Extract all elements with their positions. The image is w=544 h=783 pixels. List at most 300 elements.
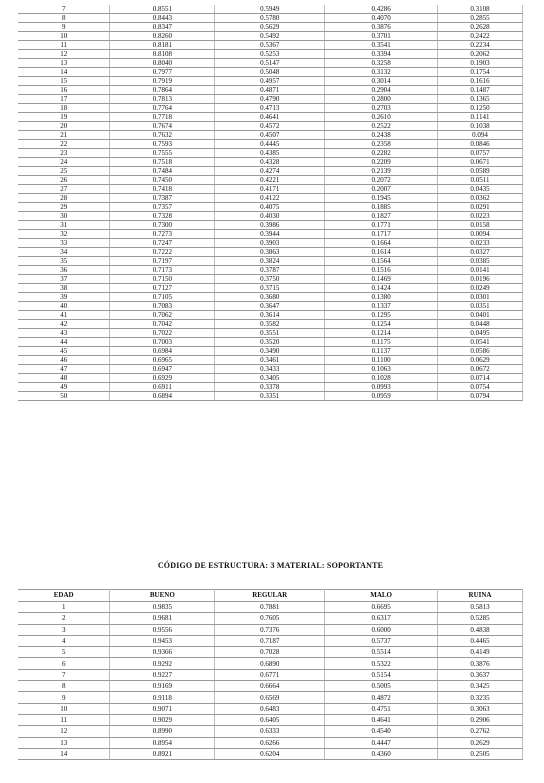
cell-malo: 0.2610 [325,113,438,122]
cell-ruina: 0.5285 [438,613,523,624]
cell-malo: 0.1664 [325,239,438,248]
cell-ruina: 0.2762 [438,726,523,737]
cell-ruina: 0.0351 [438,302,523,311]
header-edad: EDAD [18,590,110,602]
cell-ruina: 0.0196 [438,275,523,284]
cell-malo: 0.4070 [325,14,438,23]
cell-bueno: 0.8990 [110,726,215,737]
table-row [18,104,523,113]
table-row [18,5,523,14]
cell-bueno: 0.7450 [110,176,215,185]
cell-malo: 0.1424 [325,284,438,293]
table-row [18,158,523,167]
cell-malo: 0.1771 [325,221,438,230]
cell-edad: 7 [18,5,110,14]
table-row [18,392,523,401]
cell-ruina: 0.2906 [438,714,523,725]
cell-malo: 0.4360 [325,748,438,759]
cell-regular: 0.5253 [215,50,325,59]
cell-bueno: 0.8921 [110,748,215,759]
cell-malo: 0.0959 [325,392,438,401]
table-row [18,714,523,725]
cell-ruina: 0.3108 [438,5,523,14]
cell-malo: 0.3541 [325,41,438,50]
cell-bueno: 0.7273 [110,230,215,239]
table2-header-row [18,590,523,602]
table-row [18,692,523,703]
cell-edad: 36 [18,266,110,275]
cell-malo: 0.4286 [325,5,438,14]
cell-malo: 0.5005 [325,681,438,692]
cell-malo: 0.2139 [325,167,438,176]
cell-bueno: 0.9292 [110,658,215,669]
cell-ruina: 0.0714 [438,374,523,383]
table-row [18,140,523,149]
cell-bueno: 0.8954 [110,737,215,748]
cell-edad: 1 [18,602,110,613]
cell-regular: 0.3490 [215,347,325,356]
cell-regular: 0.6266 [215,737,325,748]
cell-regular: 0.3824 [215,257,325,266]
cell-edad: 46 [18,356,110,365]
cell-malo: 0.4540 [325,726,438,737]
cell-regular: 0.3551 [215,329,325,338]
cell-regular: 0.5949 [215,5,325,14]
cell-malo: 0.6317 [325,613,438,624]
header-malo: MALO [325,590,438,602]
cell-edad: 31 [18,221,110,230]
cell-edad: 11 [18,714,110,725]
cell-ruina: 0.3235 [438,692,523,703]
cell-regular: 0.3750 [215,275,325,284]
cell-regular: 0.6333 [215,726,325,737]
table-row [18,602,523,613]
cell-bueno: 0.8040 [110,59,215,68]
cell-edad: 47 [18,365,110,374]
cell-edad: 35 [18,257,110,266]
cell-regular: 0.7605 [215,613,325,624]
table-row [18,95,523,104]
table-row [18,338,523,347]
cell-bueno: 0.9366 [110,647,215,658]
cell-edad: 39 [18,293,110,302]
cell-regular: 0.7376 [215,624,325,635]
cell-regular: 0.4122 [215,194,325,203]
table-row [18,748,523,759]
table-row [18,284,523,293]
cell-malo: 0.1137 [325,347,438,356]
cell-edad: 13 [18,737,110,748]
cell-bueno: 0.9169 [110,681,215,692]
cell-regular: 0.3647 [215,302,325,311]
cell-malo: 0.1827 [325,212,438,221]
cell-regular: 0.4385 [215,149,325,158]
cell-malo: 0.5737 [325,635,438,646]
cell-regular: 0.5048 [215,68,325,77]
cell-regular: 0.4713 [215,104,325,113]
table1-body [18,5,523,401]
cell-edad: 22 [18,140,110,149]
cell-edad: 14 [18,68,110,77]
table-row [18,737,523,748]
cell-bueno: 0.7150 [110,275,215,284]
cell-ruina: 0.3425 [438,681,523,692]
cell-malo: 0.1063 [325,365,438,374]
cell-regular: 0.3944 [215,230,325,239]
cell-ruina: 0.0671 [438,158,523,167]
cell-malo: 0.2072 [325,176,438,185]
cell-bueno: 0.7387 [110,194,215,203]
cell-ruina: 0.2629 [438,737,523,748]
cell-malo: 0.2209 [325,158,438,167]
cell-regular: 0.3614 [215,311,325,320]
cell-malo: 0.2904 [325,86,438,95]
cell-malo: 0.1337 [325,302,438,311]
depreciation-table-continued [18,5,523,401]
cell-malo: 0.2438 [325,131,438,140]
cell-ruina: 0.1365 [438,95,523,104]
table-row [18,41,523,50]
cell-ruina: 0.1038 [438,122,523,131]
cell-malo: 0.0993 [325,383,438,392]
cell-ruina: 0.1616 [438,77,523,86]
cell-ruina: 0.0794 [438,392,523,401]
cell-edad: 23 [18,149,110,158]
table-row [18,320,523,329]
table-row [18,149,523,158]
cell-ruina: 0.0495 [438,329,523,338]
cell-regular: 0.4274 [215,167,325,176]
cell-ruina: 0.0586 [438,347,523,356]
cell-regular: 0.6405 [215,714,325,725]
cell-ruina: 0.1141 [438,113,523,122]
cell-malo: 0.1516 [325,266,438,275]
cell-malo: 0.4751 [325,703,438,714]
cell-regular: 0.3378 [215,383,325,392]
cell-ruina: 0.0401 [438,311,523,320]
cell-edad: 40 [18,302,110,311]
cell-malo: 0.4872 [325,692,438,703]
table-row [18,167,523,176]
cell-malo: 0.1885 [325,203,438,212]
cell-regular: 0.3520 [215,338,325,347]
cell-ruina: 0.0846 [438,140,523,149]
cell-edad: 11 [18,41,110,50]
cell-edad: 44 [18,338,110,347]
cell-edad: 48 [18,374,110,383]
cell-edad: 24 [18,158,110,167]
cell-bueno: 0.9118 [110,692,215,703]
cell-regular: 0.5492 [215,32,325,41]
cell-regular: 0.4790 [215,95,325,104]
cell-edad: 16 [18,86,110,95]
cell-malo: 0.1214 [325,329,438,338]
cell-bueno: 0.9835 [110,602,215,613]
cell-bueno: 0.7173 [110,266,215,275]
table-row [18,329,523,338]
cell-bueno: 0.7222 [110,248,215,257]
cell-malo: 0.1564 [325,257,438,266]
cell-malo: 0.2282 [325,149,438,158]
cell-regular: 0.6204 [215,748,325,759]
cell-malo: 0.3876 [325,23,438,32]
cell-regular: 0.3863 [215,248,325,257]
cell-regular: 0.3787 [215,266,325,275]
table-row [18,365,523,374]
cell-malo: 0.1295 [325,311,438,320]
cell-edad: 29 [18,203,110,212]
table-row [18,266,523,275]
cell-bueno: 0.7764 [110,104,215,113]
cell-ruina: 0.4838 [438,624,523,635]
cell-edad: 5 [18,647,110,658]
table-row [18,203,523,212]
cell-ruina: 0.4465 [438,635,523,646]
table-row [18,50,523,59]
table-row [18,23,523,32]
table-row [18,658,523,669]
cell-malo: 0.2703 [325,104,438,113]
table-row [18,302,523,311]
cell-edad: 43 [18,329,110,338]
cell-regular: 0.4507 [215,131,325,140]
cell-edad: 4 [18,635,110,646]
table-row [18,374,523,383]
table-row [18,221,523,230]
cell-edad: 38 [18,284,110,293]
table-row [18,311,523,320]
cell-malo: 0.3258 [325,59,438,68]
cell-edad: 28 [18,194,110,203]
cell-ruina: 0.0327 [438,248,523,257]
table-row [18,248,523,257]
cell-bueno: 0.8347 [110,23,215,32]
cell-ruina: 0.1487 [438,86,523,95]
cell-edad: 37 [18,275,110,284]
table-row [18,113,523,122]
table-row [18,726,523,737]
table-row [18,176,523,185]
cell-bueno: 0.7919 [110,77,215,86]
cell-edad: 19 [18,113,110,122]
cell-bueno: 0.8181 [110,41,215,50]
table-row [18,293,523,302]
cell-ruina: 0.094 [438,131,523,140]
cell-bueno: 0.6965 [110,356,215,365]
cell-regular: 0.6664 [215,681,325,692]
cell-ruina: 0.1250 [438,104,523,113]
cell-edad: 9 [18,692,110,703]
cell-edad: 12 [18,50,110,59]
cell-malo: 0.5322 [325,658,438,669]
cell-bueno: 0.9681 [110,613,215,624]
cell-regular: 0.4572 [215,122,325,131]
table-row [18,131,523,140]
table-row [18,681,523,692]
cell-ruina: 0.0301 [438,293,523,302]
cell-ruina: 0.0757 [438,149,523,158]
cell-bueno: 0.7328 [110,212,215,221]
cell-regular: 0.3351 [215,392,325,401]
cell-bueno: 0.6894 [110,392,215,401]
table-row [18,383,523,392]
cell-edad: 41 [18,311,110,320]
cell-malo: 0.4641 [325,714,438,725]
header-regular: REGULAR [215,590,325,602]
cell-bueno: 0.6911 [110,383,215,392]
table-row [18,347,523,356]
cell-ruina: 0.3637 [438,669,523,680]
cell-edad: 20 [18,122,110,131]
table-row [18,239,523,248]
cell-edad: 9 [18,23,110,32]
cell-malo: 0.3014 [325,77,438,86]
cell-regular: 0.4221 [215,176,325,185]
cell-malo: 0.1469 [325,275,438,284]
cell-malo: 0.3394 [325,50,438,59]
cell-malo: 0.1614 [325,248,438,257]
cell-malo: 0.5514 [325,647,438,658]
table-row [18,185,523,194]
cell-edad: 27 [18,185,110,194]
cell-bueno: 0.7357 [110,203,215,212]
cell-bueno: 0.7593 [110,140,215,149]
cell-edad: 49 [18,383,110,392]
cell-bueno: 0.7718 [110,113,215,122]
table-row [18,230,523,239]
cell-ruina: 0.0541 [438,338,523,347]
cell-bueno: 0.7632 [110,131,215,140]
cell-malo: 0.1945 [325,194,438,203]
cell-regular: 0.3680 [215,293,325,302]
cell-ruina: 0.0249 [438,284,523,293]
cell-bueno: 0.7674 [110,122,215,131]
cell-edad: 6 [18,658,110,669]
cell-malo: 0.1380 [325,293,438,302]
cell-regular: 0.5780 [215,14,325,23]
cell-ruina: 0.0385 [438,257,523,266]
cell-malo: 0.6695 [325,602,438,613]
cell-ruina: 0.0672 [438,365,523,374]
table-row [18,68,523,77]
cell-malo: 0.6000 [325,624,438,635]
table-row [18,212,523,221]
depreciation-table-structure-3 [18,589,523,760]
table-row [18,275,523,284]
cell-ruina: 0.0141 [438,266,523,275]
cell-bueno: 0.7247 [110,239,215,248]
table-row [18,613,523,624]
cell-edad: 2 [18,613,110,624]
cell-edad: 15 [18,77,110,86]
table-row [18,194,523,203]
cell-malo: 0.1175 [325,338,438,347]
cell-bueno: 0.6947 [110,365,215,374]
cell-edad: 8 [18,14,110,23]
section-title: CÓDIGO DE ESTRUCTURA: 3 MATERIAL: SOPORTANTE [157,561,384,570]
table-row [18,59,523,68]
cell-bueno: 0.9556 [110,624,215,635]
cell-malo: 0.1100 [325,356,438,365]
cell-malo: 0.2007 [325,185,438,194]
cell-bueno: 0.6984 [110,347,215,356]
cell-edad: 26 [18,176,110,185]
cell-regular: 0.4171 [215,185,325,194]
cell-bueno: 0.8260 [110,32,215,41]
cell-bueno: 0.7042 [110,320,215,329]
cell-bueno: 0.9071 [110,703,215,714]
cell-regular: 0.4641 [215,113,325,122]
table-row [18,14,523,23]
cell-ruina: 0.0233 [438,239,523,248]
table-row [18,86,523,95]
table-row [18,122,523,131]
cell-bueno: 0.7977 [110,68,215,77]
cell-bueno: 0.7300 [110,221,215,230]
cell-bueno: 0.9029 [110,714,215,725]
cell-ruina: 0.2062 [438,50,523,59]
cell-regular: 0.6483 [215,703,325,714]
cell-bueno: 0.8108 [110,50,215,59]
cell-regular: 0.5629 [215,23,325,32]
cell-regular: 0.3715 [215,284,325,293]
cell-regular: 0.3433 [215,365,325,374]
cell-malo: 0.2522 [325,122,438,131]
cell-bueno: 0.8443 [110,14,215,23]
cell-ruina: 0.2628 [438,23,523,32]
cell-ruina: 0.0158 [438,221,523,230]
cell-ruina: 0.0589 [438,167,523,176]
cell-ruina: 0.0511 [438,176,523,185]
cell-bueno: 0.9453 [110,635,215,646]
cell-bueno: 0.7518 [110,158,215,167]
cell-edad: 33 [18,239,110,248]
cell-ruina: 0.5813 [438,602,523,613]
cell-regular: 0.3405 [215,374,325,383]
cell-malo: 0.4447 [325,737,438,748]
table-row [18,257,523,266]
cell-bueno: 0.7197 [110,257,215,266]
table-row [18,624,523,635]
cell-regular: 0.6771 [215,669,325,680]
cell-ruina: 0.0629 [438,356,523,365]
cell-malo: 0.2800 [325,95,438,104]
cell-regular: 0.5147 [215,59,325,68]
table-row [18,703,523,714]
cell-regular: 0.4445 [215,140,325,149]
cell-edad: 18 [18,104,110,113]
cell-edad: 42 [18,320,110,329]
cell-bueno: 0.7105 [110,293,215,302]
table-row [18,669,523,680]
cell-edad: 45 [18,347,110,356]
cell-bueno: 0.7555 [110,149,215,158]
cell-malo: 0.1028 [325,374,438,383]
cell-edad: 32 [18,230,110,239]
cell-ruina: 0.0094 [438,230,523,239]
cell-edad: 14 [18,748,110,759]
cell-ruina: 0.1903 [438,59,523,68]
cell-bueno: 0.7484 [110,167,215,176]
cell-bueno: 0.7127 [110,284,215,293]
cell-bueno: 0.7813 [110,95,215,104]
cell-bueno: 0.7022 [110,329,215,338]
cell-bueno: 0.7083 [110,302,215,311]
cell-bueno: 0.6929 [110,374,215,383]
cell-edad: 3 [18,624,110,635]
cell-malo: 0.3701 [325,32,438,41]
cell-regular: 0.5367 [215,41,325,50]
